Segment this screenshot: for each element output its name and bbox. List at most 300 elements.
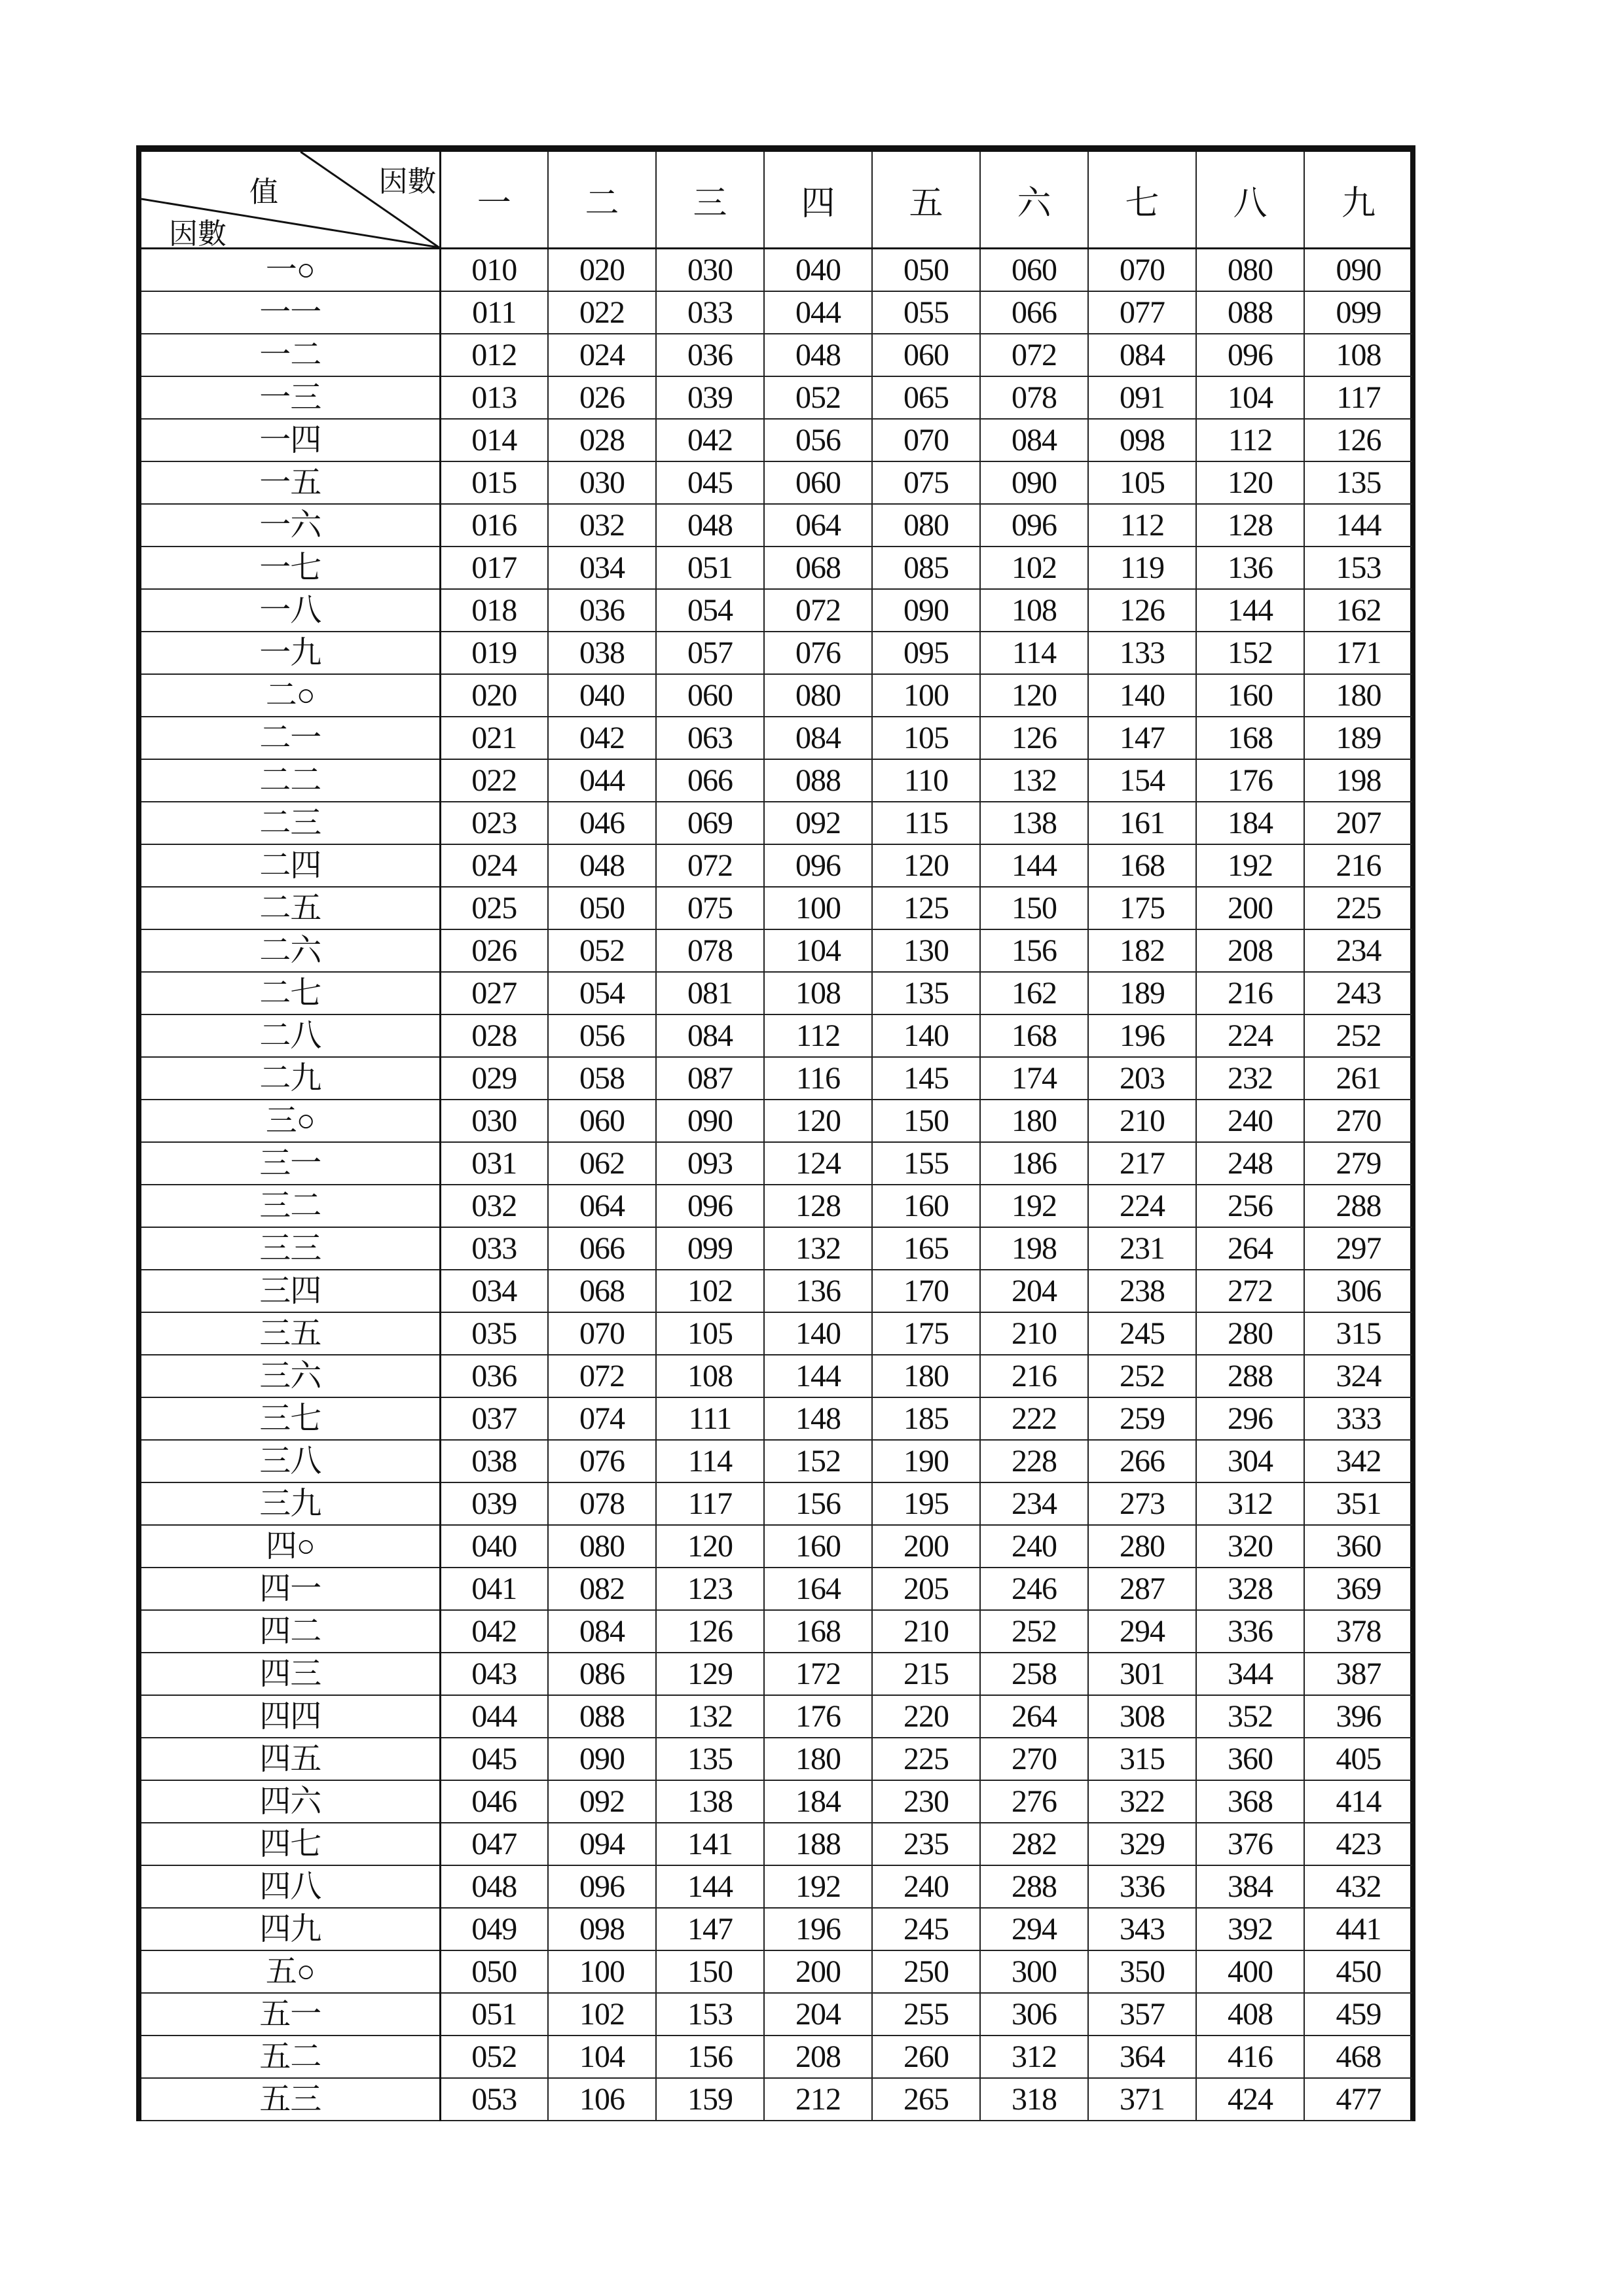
table-cell: 096 [764, 844, 872, 887]
table-cell: 252 [980, 1610, 1088, 1653]
table-cell: 036 [548, 589, 656, 632]
row-label: 二三 [141, 802, 440, 844]
row-label: 三九 [141, 1482, 440, 1525]
table-cell: 154 [1088, 759, 1196, 802]
table-cell: 108 [1304, 334, 1412, 376]
table-cell: 128 [1196, 504, 1304, 547]
table-cell: 042 [440, 1610, 548, 1653]
table-cell: 108 [656, 1355, 764, 1397]
table-cell: 123 [656, 1568, 764, 1610]
table-cell: 024 [548, 334, 656, 376]
table-cell: 030 [656, 249, 764, 292]
table-cell: 371 [1088, 2078, 1196, 2121]
corner-top-factor-label: 因數 [378, 166, 437, 198]
table-row [141, 1057, 1412, 1100]
table-cell: 215 [872, 1653, 980, 1695]
table-cell: 126 [656, 1610, 764, 1653]
table-cell: 100 [764, 887, 872, 929]
table-cell: 264 [1196, 1227, 1304, 1270]
table-cell: 034 [440, 1270, 548, 1312]
table-cell: 322 [1088, 1780, 1196, 1823]
row-label: 三七 [141, 1397, 440, 1440]
table-cell: 190 [872, 1440, 980, 1482]
table-cell: 038 [548, 632, 656, 674]
table-cell: 324 [1304, 1355, 1412, 1397]
table-row [141, 1482, 1412, 1525]
table-cell: 135 [1304, 461, 1412, 504]
table-row [141, 674, 1412, 717]
table-cell: 168 [1196, 717, 1304, 759]
table-cell: 077 [1088, 291, 1196, 334]
table-cell: 232 [1196, 1057, 1304, 1100]
table-cell: 259 [1088, 1397, 1196, 1440]
table-cell: 042 [548, 717, 656, 759]
table-cell: 203 [1088, 1057, 1196, 1100]
table-cell: 230 [872, 1780, 980, 1823]
table-cell: 175 [872, 1312, 980, 1355]
table-row [141, 1568, 1412, 1610]
row-label: 四○ [141, 1525, 440, 1568]
table-cell: 273 [1088, 1482, 1196, 1525]
table-cell: 088 [548, 1695, 656, 1738]
table-cell: 212 [764, 2078, 872, 2121]
row-label: 四五 [141, 1738, 440, 1780]
table-cell: 396 [1304, 1695, 1412, 1738]
table-cell: 049 [440, 1908, 548, 1950]
table-cell: 392 [1196, 1908, 1304, 1950]
table-cell: 234 [1304, 929, 1412, 972]
table-row [141, 1823, 1412, 1865]
table-cell: 072 [980, 334, 1088, 376]
table-cell: 128 [764, 1185, 872, 1227]
table-cell: 189 [1088, 972, 1196, 1014]
table-cell: 045 [656, 461, 764, 504]
table-cell: 148 [764, 1397, 872, 1440]
table-cell: 261 [1304, 1057, 1412, 1100]
table-cell: 078 [548, 1482, 656, 1525]
column-header: 二 [548, 152, 656, 249]
table-cell: 138 [656, 1780, 764, 1823]
table-cell: 098 [548, 1908, 656, 1950]
table-row [141, 1653, 1412, 1695]
table-cell: 150 [872, 1100, 980, 1142]
table-cell: 076 [548, 1440, 656, 1482]
table-cell: 084 [656, 1014, 764, 1057]
table-cell: 252 [1088, 1355, 1196, 1397]
row-label: 二六 [141, 929, 440, 972]
table-cell: 400 [1196, 1950, 1304, 1993]
table-cell: 132 [764, 1227, 872, 1270]
table-cell: 189 [1304, 717, 1412, 759]
table-cell: 039 [656, 376, 764, 419]
table-cell: 368 [1196, 1780, 1304, 1823]
table-cell: 044 [764, 291, 872, 334]
table-cell: 138 [980, 802, 1088, 844]
table-cell: 100 [548, 1950, 656, 1993]
table-cell: 066 [548, 1227, 656, 1270]
table-cell: 034 [548, 547, 656, 589]
table-cell: 048 [764, 334, 872, 376]
table-cell: 086 [548, 1653, 656, 1695]
row-label: 一○ [141, 249, 440, 292]
table-cell: 200 [1196, 887, 1304, 929]
table-cell: 087 [656, 1057, 764, 1100]
row-label: 三四 [141, 1270, 440, 1312]
table-cell: 312 [980, 2036, 1088, 2078]
table-cell: 025 [440, 887, 548, 929]
table-cell: 043 [440, 1653, 548, 1695]
table-cell: 112 [1088, 504, 1196, 547]
table-cell: 019 [440, 632, 548, 674]
table-cell: 060 [764, 461, 872, 504]
table-cell: 155 [872, 1142, 980, 1185]
table-cell: 095 [872, 632, 980, 674]
table-cell: 031 [440, 1142, 548, 1185]
table-cell: 078 [980, 376, 1088, 419]
table-cell: 308 [1088, 1695, 1196, 1738]
table-cell: 160 [872, 1185, 980, 1227]
table-row [141, 1865, 1412, 1908]
table-cell: 342 [1304, 1440, 1412, 1482]
table-row [141, 2036, 1412, 2078]
table-row [141, 1397, 1412, 1440]
table-cell: 068 [764, 547, 872, 589]
corner-side-factor-label: 因數 [169, 218, 227, 249]
table-cell: 017 [440, 547, 548, 589]
row-label: 二四 [141, 844, 440, 887]
table-cell: 144 [764, 1355, 872, 1397]
table-cell: 144 [656, 1865, 764, 1908]
table-cell: 255 [872, 1993, 980, 2036]
table-cell: 030 [548, 461, 656, 504]
table-cell: 195 [872, 1482, 980, 1525]
table-cell: 306 [980, 1993, 1088, 2036]
table-cell: 351 [1304, 1482, 1412, 1525]
table-cell: 161 [1088, 802, 1196, 844]
table-cell: 168 [980, 1014, 1088, 1057]
table-cell: 040 [548, 674, 656, 717]
table-cell: 235 [872, 1823, 980, 1865]
table-cell: 312 [1196, 1482, 1304, 1525]
table-cell: 240 [872, 1865, 980, 1908]
table-cell: 028 [548, 419, 656, 461]
table-cell: 224 [1088, 1185, 1196, 1227]
table-cell: 013 [440, 376, 548, 419]
table-cell: 294 [980, 1908, 1088, 1950]
table-cell: 085 [872, 547, 980, 589]
table-cell: 144 [980, 844, 1088, 887]
table-cell: 120 [1196, 461, 1304, 504]
table-cell: 108 [764, 972, 872, 1014]
row-label: 五二 [141, 2036, 440, 2078]
table-cell: 072 [548, 1355, 656, 1397]
table-cell: 050 [548, 887, 656, 929]
table-cell: 240 [1196, 1100, 1304, 1142]
table-cell: 040 [764, 249, 872, 292]
table-cell: 048 [548, 844, 656, 887]
table-cell: 207 [1304, 802, 1412, 844]
table-cell: 090 [872, 589, 980, 632]
table-cell: 170 [872, 1270, 980, 1312]
table-cell: 078 [656, 929, 764, 972]
table-cell: 210 [1088, 1100, 1196, 1142]
table-cell: 051 [440, 1993, 548, 2036]
table-row [141, 1780, 1412, 1823]
row-label: 四四 [141, 1695, 440, 1738]
table-cell: 145 [872, 1057, 980, 1100]
table-cell: 099 [656, 1227, 764, 1270]
table-cell: 039 [440, 1482, 548, 1525]
table-cell: 336 [1088, 1865, 1196, 1908]
table-cell: 245 [872, 1908, 980, 1950]
row-label: 三三 [141, 1227, 440, 1270]
table-cell: 060 [872, 334, 980, 376]
table-row [141, 1695, 1412, 1738]
table-cell: 147 [656, 1908, 764, 1950]
table-cell: 252 [1304, 1014, 1412, 1057]
table-cell: 176 [1196, 759, 1304, 802]
row-label: 二五 [141, 887, 440, 929]
table-cell: 156 [980, 929, 1088, 972]
table-row [141, 1908, 1412, 1950]
table-cell: 172 [764, 1653, 872, 1695]
table-cell: 344 [1196, 1653, 1304, 1695]
table-cell: 168 [764, 1610, 872, 1653]
table-cell: 135 [872, 972, 980, 1014]
table-cell: 228 [980, 1440, 1088, 1482]
table-cell: 074 [548, 1397, 656, 1440]
table-cell: 105 [656, 1312, 764, 1355]
table-cell: 096 [980, 504, 1088, 547]
table-cell: 225 [1304, 887, 1412, 929]
table-cell: 119 [1088, 547, 1196, 589]
table-cell: 115 [872, 802, 980, 844]
table-cell: 046 [548, 802, 656, 844]
row-label: 三五 [141, 1312, 440, 1355]
table-cell: 044 [548, 759, 656, 802]
table-cell: 294 [1088, 1610, 1196, 1653]
table-cell: 180 [872, 1355, 980, 1397]
row-label: 五三 [141, 2078, 440, 2121]
table-cell: 280 [1196, 1312, 1304, 1355]
table-cell: 060 [656, 674, 764, 717]
table-cell: 185 [872, 1397, 980, 1440]
table-cell: 041 [440, 1568, 548, 1610]
table-cell: 084 [1088, 334, 1196, 376]
table-cell: 096 [1196, 334, 1304, 376]
table-cell: 070 [872, 419, 980, 461]
table-cell: 030 [440, 1100, 548, 1142]
column-header: 八 [1196, 152, 1304, 249]
table-cell: 044 [440, 1695, 548, 1738]
table-cell: 328 [1196, 1568, 1304, 1610]
table-cell: 026 [440, 929, 548, 972]
table-cell: 297 [1304, 1227, 1412, 1270]
table-cell: 140 [1088, 674, 1196, 717]
table-cell: 036 [656, 334, 764, 376]
table-cell: 408 [1196, 1993, 1304, 2036]
table-cell: 024 [440, 844, 548, 887]
table-cell: 033 [440, 1227, 548, 1270]
table-cell: 120 [980, 674, 1088, 717]
table-cell: 069 [656, 802, 764, 844]
table-cell: 265 [872, 2078, 980, 2121]
table-cell: 459 [1304, 1993, 1412, 2036]
table-cell: 164 [764, 1568, 872, 1610]
table-cell: 156 [656, 2036, 764, 2078]
table-cell: 350 [1088, 1950, 1196, 1993]
table-cell: 414 [1304, 1780, 1412, 1823]
table-cell: 245 [1088, 1312, 1196, 1355]
table-cell: 160 [764, 1525, 872, 1568]
table-cell: 057 [656, 632, 764, 674]
table-row [141, 844, 1412, 887]
table-cell: 050 [440, 1950, 548, 1993]
row-label: 一一 [141, 291, 440, 334]
table-cell: 196 [1088, 1014, 1196, 1057]
table-cell: 080 [764, 674, 872, 717]
table-cell: 023 [440, 802, 548, 844]
table-cell: 066 [656, 759, 764, 802]
table-cell: 186 [980, 1142, 1088, 1185]
table-row [141, 1100, 1412, 1142]
table-cell: 081 [656, 972, 764, 1014]
row-label: 四一 [141, 1568, 440, 1610]
table-cell: 038 [440, 1440, 548, 1482]
table-cell: 162 [980, 972, 1088, 1014]
table-cell: 210 [980, 1312, 1088, 1355]
table-cell: 104 [1196, 376, 1304, 419]
table-cell: 088 [1196, 291, 1304, 334]
table-cell: 129 [656, 1653, 764, 1695]
table-cell: 198 [1304, 759, 1412, 802]
table-cell: 114 [656, 1440, 764, 1482]
table-cell: 306 [1304, 1270, 1412, 1312]
table-cell: 096 [548, 1865, 656, 1908]
table-cell: 288 [1196, 1355, 1304, 1397]
table-cell: 098 [1088, 419, 1196, 461]
table-cell: 279 [1304, 1142, 1412, 1185]
table-cell: 159 [656, 2078, 764, 2121]
table-cell: 124 [764, 1142, 872, 1185]
table-cell: 200 [872, 1525, 980, 1568]
table-cell: 216 [1304, 844, 1412, 887]
row-label: 二二 [141, 759, 440, 802]
table-cell: 231 [1088, 1227, 1196, 1270]
table-cell: 369 [1304, 1568, 1412, 1610]
table-cell: 144 [1304, 504, 1412, 547]
table-cell: 055 [872, 291, 980, 334]
table-cell: 060 [548, 1100, 656, 1142]
column-header: 五 [872, 152, 980, 249]
table-cell: 100 [872, 674, 980, 717]
table-cell: 022 [440, 759, 548, 802]
table-row [141, 1227, 1412, 1270]
table-cell: 065 [872, 376, 980, 419]
table-cell: 027 [440, 972, 548, 1014]
table-cell: 225 [872, 1738, 980, 1780]
table-row [141, 1610, 1412, 1653]
table-cell: 224 [1196, 1014, 1304, 1057]
table-cell: 424 [1196, 2078, 1304, 2121]
table-cell: 075 [872, 461, 980, 504]
table-cell: 018 [440, 589, 548, 632]
table-body [141, 249, 1412, 2121]
table-row [141, 1950, 1412, 1993]
table-cell: 188 [764, 1823, 872, 1865]
table-row [141, 972, 1412, 1014]
table-cell: 075 [656, 887, 764, 929]
row-label: 四二 [141, 1610, 440, 1653]
table-cell: 360 [1304, 1525, 1412, 1568]
header-row [141, 152, 1412, 249]
corner-cell [141, 152, 440, 249]
row-label: 一七 [141, 547, 440, 589]
table-cell: 384 [1196, 1865, 1304, 1908]
column-header: 六 [980, 152, 1088, 249]
table-cell: 180 [980, 1100, 1088, 1142]
table-cell: 210 [872, 1610, 980, 1653]
table-row [141, 334, 1412, 376]
table-row [141, 419, 1412, 461]
table-cell: 405 [1304, 1738, 1412, 1780]
table-cell: 076 [764, 632, 872, 674]
table-cell: 063 [656, 717, 764, 759]
table-cell: 112 [1196, 419, 1304, 461]
table-cell: 416 [1196, 2036, 1304, 2078]
table-row [141, 1440, 1412, 1482]
table-cell: 150 [980, 887, 1088, 929]
table-cell: 090 [980, 461, 1088, 504]
row-label: 三八 [141, 1440, 440, 1482]
table-cell: 477 [1304, 2078, 1412, 2121]
table-cell: 216 [980, 1355, 1088, 1397]
table-cell: 318 [980, 2078, 1088, 2121]
table-cell: 052 [440, 2036, 548, 2078]
row-label: 二八 [141, 1014, 440, 1057]
table-cell: 141 [656, 1823, 764, 1865]
table-cell: 106 [548, 2078, 656, 2121]
table-row [141, 1185, 1412, 1227]
table-cell: 234 [980, 1482, 1088, 1525]
row-label: 三六 [141, 1355, 440, 1397]
table-cell: 120 [872, 844, 980, 887]
table-cell: 099 [1304, 291, 1412, 334]
row-label: 五一 [141, 1993, 440, 2036]
table-cell: 329 [1088, 1823, 1196, 1865]
table-cell: 058 [548, 1057, 656, 1100]
row-label: 二○ [141, 674, 440, 717]
table-cell: 147 [1088, 717, 1196, 759]
table-cell: 176 [764, 1695, 872, 1738]
table-cell: 276 [980, 1780, 1088, 1823]
table-cell: 450 [1304, 1950, 1412, 1993]
table-cell: 287 [1088, 1568, 1196, 1610]
table-cell: 136 [1196, 547, 1304, 589]
table-cell: 070 [548, 1312, 656, 1355]
table-cell: 072 [656, 844, 764, 887]
table-cell: 192 [764, 1865, 872, 1908]
table-cell: 016 [440, 504, 548, 547]
table-cell: 208 [764, 2036, 872, 2078]
table-cell: 182 [1088, 929, 1196, 972]
table-cell: 053 [440, 2078, 548, 2121]
table-row [141, 1525, 1412, 1568]
table-cell: 084 [980, 419, 1088, 461]
table-cell: 048 [440, 1865, 548, 1908]
table-cell: 140 [764, 1312, 872, 1355]
table-cell: 204 [764, 1993, 872, 2036]
